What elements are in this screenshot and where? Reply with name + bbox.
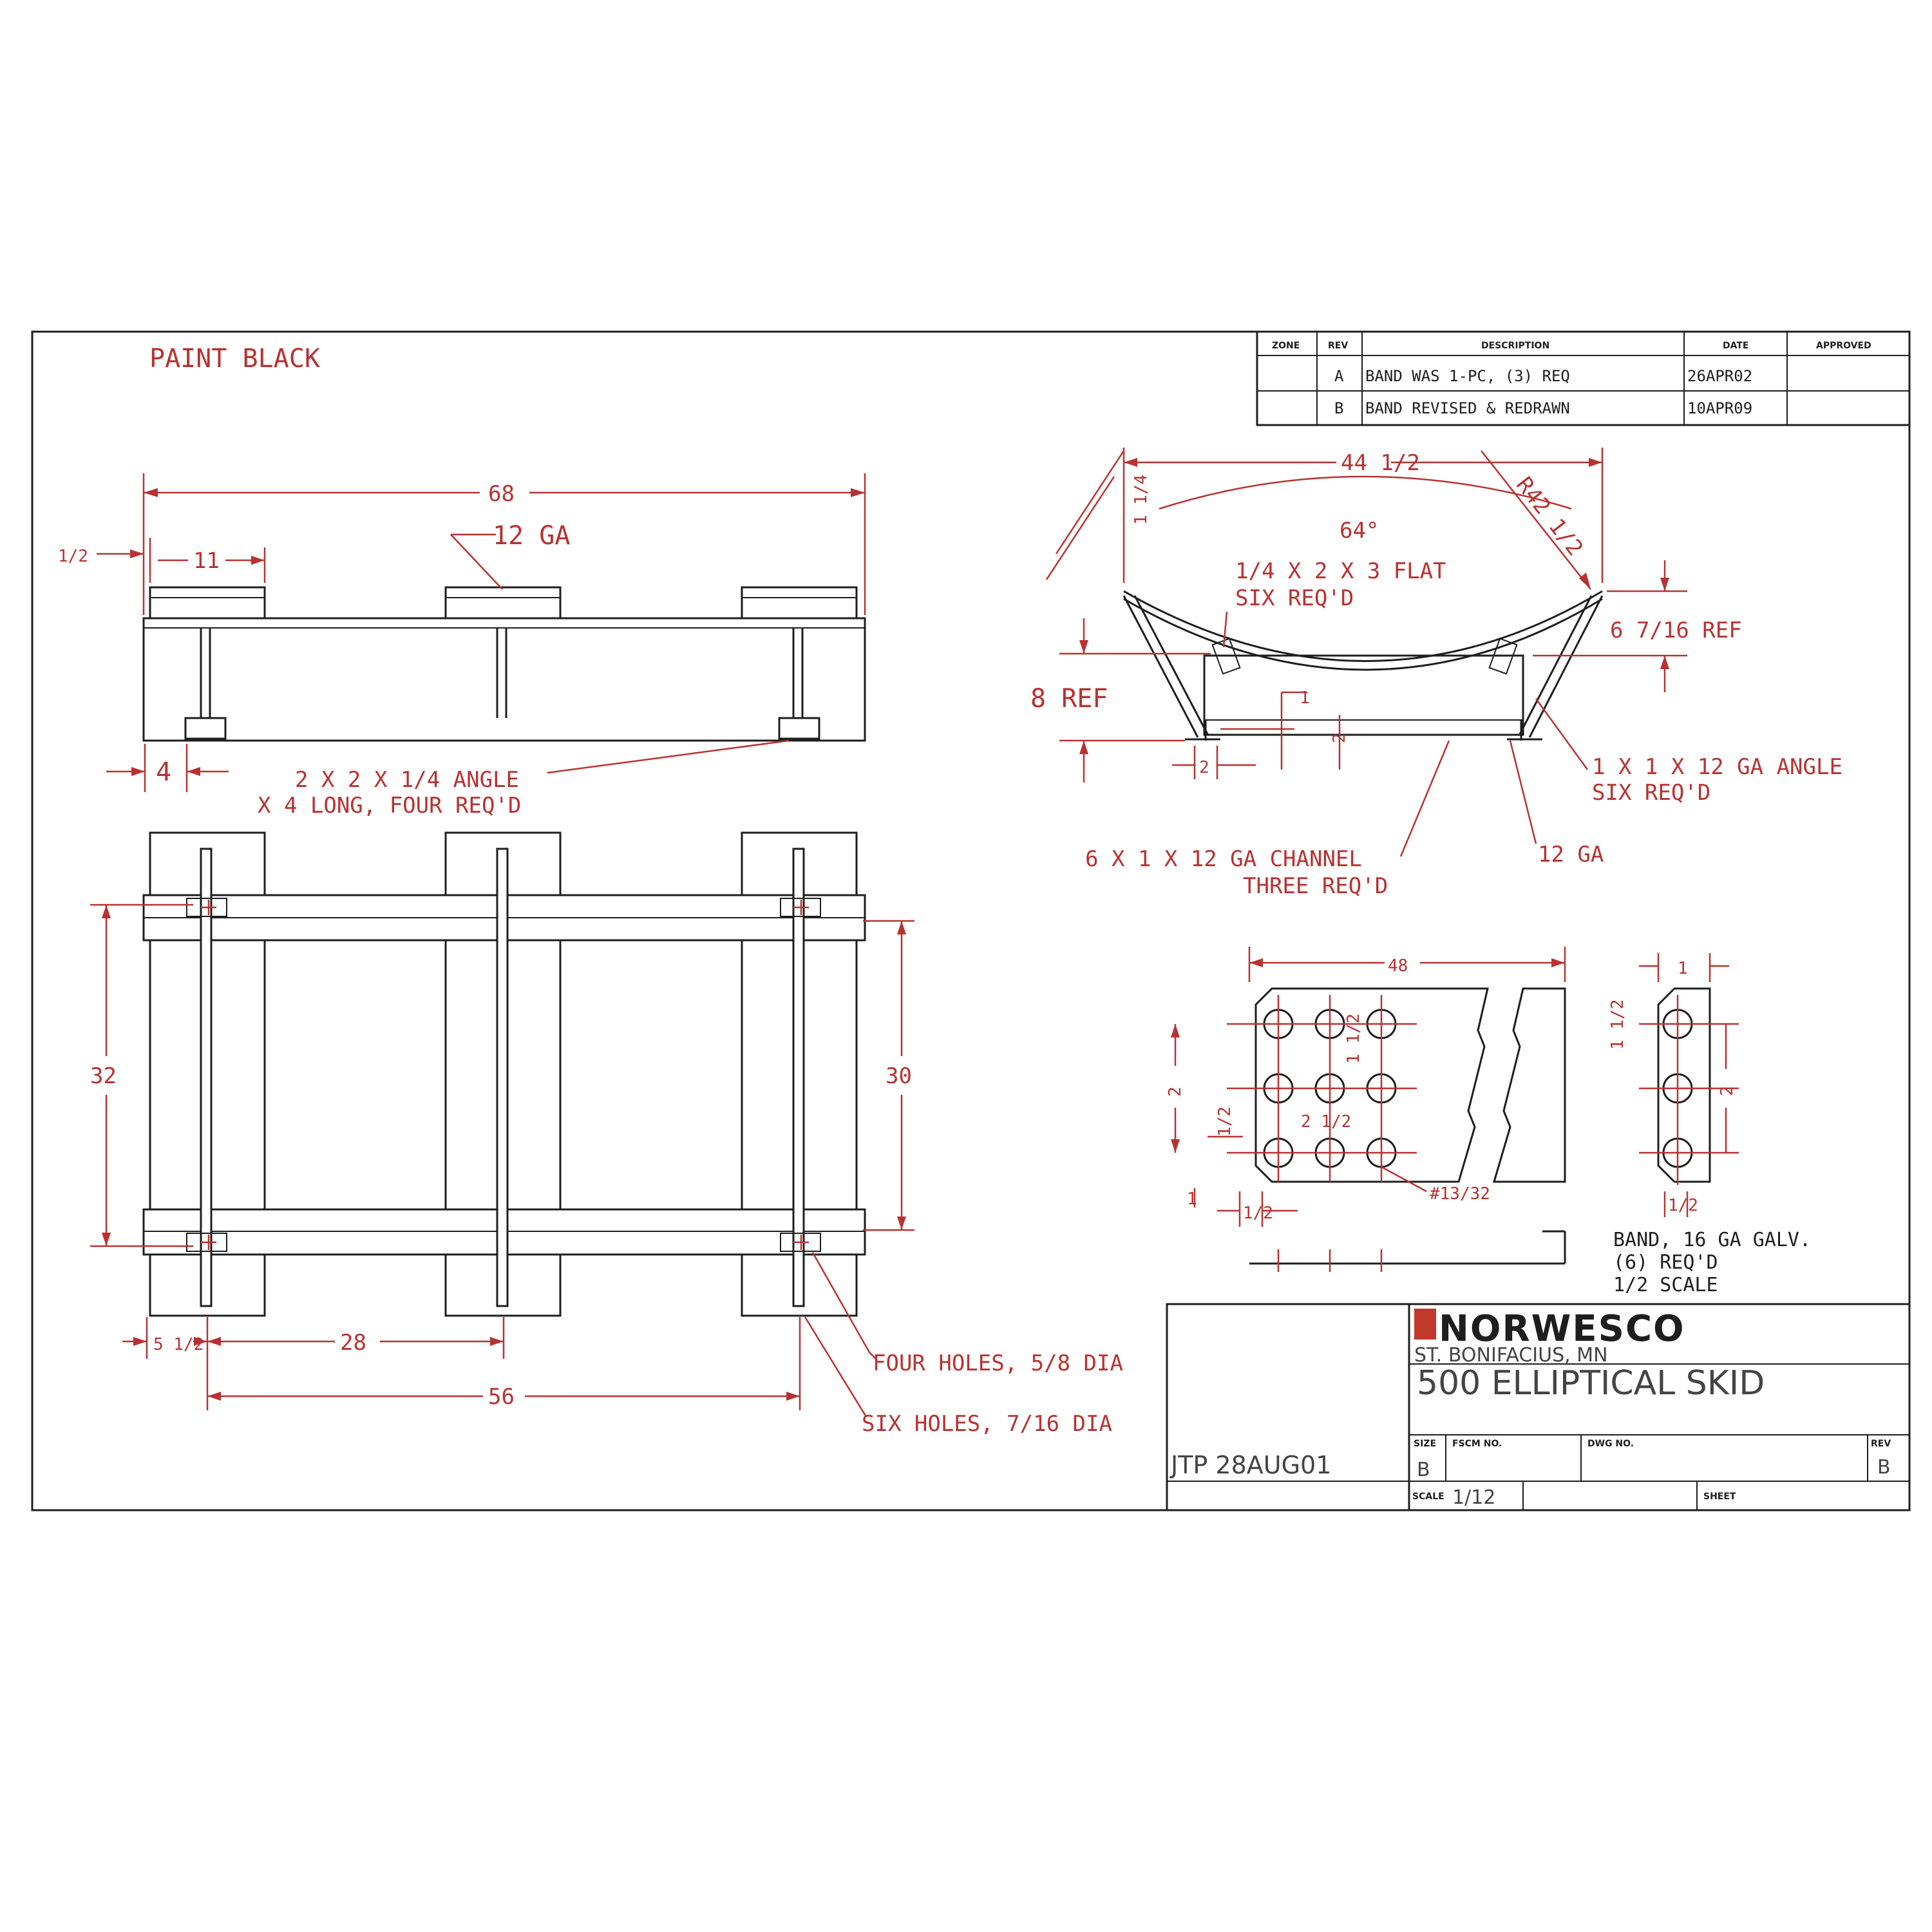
sheet-label: SHEET xyxy=(1703,1492,1736,1502)
channel-callout-line1: 6 X 1 X 12 GA CHANNEL xyxy=(1085,846,1362,872)
revision-table xyxy=(1257,332,1909,425)
rev-row-b-rev: B xyxy=(1334,399,1344,417)
saddle-plate xyxy=(150,587,265,618)
size-label: SIZE xyxy=(1414,1439,1437,1449)
dim-small-2a: 2 xyxy=(1330,733,1349,743)
dim-end-offset: 5 1/2 xyxy=(153,1335,204,1354)
company-location: ST. BONIFACIUS, MN xyxy=(1414,1344,1608,1367)
saddle-plate xyxy=(446,587,560,618)
dim-curve-depth: 6 7/16 REF xyxy=(1610,618,1742,643)
dim-edge: 1 1/4 xyxy=(1132,474,1151,525)
rev-header-date: DATE xyxy=(1723,341,1749,351)
dwg-label: DWG NO. xyxy=(1587,1439,1634,1449)
band-detail xyxy=(1166,947,1811,1296)
rev-row-b-date: 10APR09 xyxy=(1687,399,1753,417)
band-dim-spacing: 2 1/2 xyxy=(1301,1112,1352,1132)
small-angle-callout-line1: 1 X 1 X 12 GA ANGLE xyxy=(1592,754,1842,780)
dim-half-offset: 1/2 xyxy=(58,547,88,566)
rev-row-a-rev: A xyxy=(1334,367,1344,385)
band-note-line2: (6) REQ'D xyxy=(1613,1251,1718,1274)
dim-foot-offset: 4 xyxy=(156,757,172,787)
dim-small-1: 1 xyxy=(1300,688,1310,708)
band-end-dim-top: 1 xyxy=(1678,959,1688,978)
dim-chord: 44 1/2 xyxy=(1341,450,1420,476)
gauge-label-top: 12 GA xyxy=(493,521,571,551)
plan-view xyxy=(90,833,1123,1437)
scale-label: SCALE xyxy=(1412,1492,1444,1502)
saddle-plate xyxy=(742,587,857,618)
band-end-dim-height: 2 xyxy=(1718,1086,1737,1096)
saddle-curve xyxy=(1124,591,1602,661)
angle-callout-line1: 2 X 2 X 1/4 ANGLE xyxy=(295,767,519,793)
dim-radius: R42 1/2 xyxy=(1511,472,1588,561)
company-logo: NORWESCO xyxy=(1439,1308,1685,1350)
band-end-dim-bottom: 1/2 xyxy=(1668,1196,1698,1215)
rev-header-description: DESCRIPTION xyxy=(1481,341,1550,351)
dim-overall-height-ref: 8 REF xyxy=(1030,684,1108,714)
band-note-line3: 1/2 SCALE xyxy=(1613,1274,1718,1296)
band-dim-edge-half: 1/2 xyxy=(1243,1204,1273,1223)
band-dim-pitch: 1 1/2 xyxy=(1344,1013,1363,1064)
angle-foot xyxy=(185,718,225,739)
drawing-title: 500 ELLIPTICAL SKID xyxy=(1417,1364,1765,1403)
rev-header-rev: REV xyxy=(1328,341,1349,351)
rev-row-a-date: 26APR02 xyxy=(1687,367,1753,385)
paint-note: PAINT BLACK xyxy=(149,344,320,374)
band-note-line1: BAND, 16 GA GALV. xyxy=(1613,1229,1812,1251)
dim-plan-inner: 30 xyxy=(886,1063,912,1089)
holes-callout-small: SIX HOLES, 7/16 DIA xyxy=(862,1411,1112,1437)
channel-callout-line2: THREE REQ'D xyxy=(1243,873,1388,899)
band-end-dim-pitch: 1 1/2 xyxy=(1608,999,1627,1050)
channel-body xyxy=(1204,656,1523,735)
company-logo-mark xyxy=(1414,1309,1436,1340)
band-dim-length: 48 xyxy=(1388,956,1408,976)
title-block xyxy=(1167,1304,1909,1510)
dim-small-2b: 2 xyxy=(1199,758,1209,777)
rev-row-b-description: BAND REVISED & REDRAWN xyxy=(1365,399,1570,417)
rev-header-approved: APPROVED xyxy=(1816,341,1871,351)
angle-callout-line2: X 4 LONG, FOUR REQ'D xyxy=(258,793,522,819)
dim-included-angle: 64° xyxy=(1340,518,1379,544)
band-dim-edge: 1 xyxy=(1187,1189,1197,1209)
end-view xyxy=(1030,448,1842,899)
dim-overall-span: 56 xyxy=(488,1384,515,1410)
rev-row-a-description: BAND WAS 1-PC, (3) REQ xyxy=(1365,367,1570,385)
skid-rail xyxy=(144,618,865,741)
dim-board-spacing: 28 xyxy=(340,1330,366,1356)
drawn-by: JTP 28AUG01 xyxy=(1171,1451,1332,1479)
size-value: B xyxy=(1417,1459,1430,1481)
flat-callout-line1: 1/4 X 2 X 3 FLAT xyxy=(1235,558,1446,584)
dim-overall-length: 68 xyxy=(488,481,515,507)
dim-flange-width: 11 xyxy=(193,548,220,574)
rev-value: B xyxy=(1877,1456,1891,1479)
band-dim-half: 1/2 xyxy=(1215,1106,1235,1137)
rev-header-zone: ZONE xyxy=(1272,341,1300,351)
holes-callout-large: FOUR HOLES, 5/8 DIA xyxy=(873,1350,1123,1376)
rev-label: REV xyxy=(1871,1439,1891,1449)
gauge-label-end: 12 GA xyxy=(1538,842,1604,867)
angle-foot xyxy=(779,718,819,739)
dim-plan-width: 32 xyxy=(90,1063,117,1089)
side-view xyxy=(58,473,865,819)
band-dim-height: 2 xyxy=(1166,1086,1185,1097)
band-hole-callout: #13/32 xyxy=(1430,1184,1490,1204)
small-angle-callout-line2: SIX REQ'D xyxy=(1592,780,1711,806)
flat-callout-line2: SIX REQ'D xyxy=(1235,585,1354,611)
scale-value: 1/12 xyxy=(1452,1486,1496,1509)
fscm-label: FSCM NO. xyxy=(1452,1439,1502,1449)
